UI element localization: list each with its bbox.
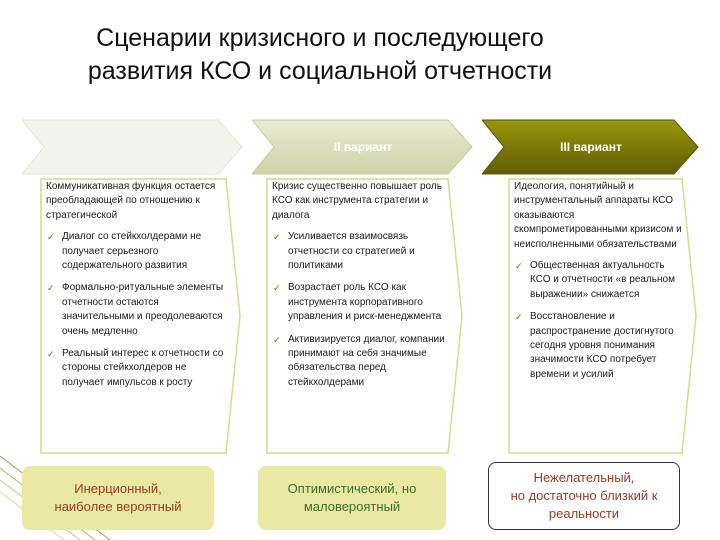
scenario-2-line-1: Оптимистический, но bbox=[287, 481, 417, 496]
checkmark-icon: ✓ bbox=[273, 334, 281, 345]
variant-1-header bbox=[22, 118, 244, 176]
variant-3-label: III вариант bbox=[560, 140, 622, 154]
scenario-3-box bbox=[488, 462, 680, 530]
list-item: ✓ Общественная актуальность КСО и отчетности «в реальном выражении» снижается bbox=[515, 260, 675, 300]
list-item: ✓ Восстановление и распространение достигнутого сегодня уровня понимания значимости КСО потребует времени и усилий bbox=[515, 311, 674, 380]
checkmark-icon: ✓ bbox=[47, 283, 55, 294]
variant-1-column bbox=[40, 178, 242, 454]
variant-2-bullets bbox=[272, 230, 450, 390]
variant-2-label: II вариант bbox=[333, 140, 393, 154]
scenario-1-line-2: наиболее вероятный bbox=[54, 499, 182, 514]
page-title bbox=[0, 22, 640, 88]
checkmark-icon: ✓ bbox=[273, 283, 281, 294]
variant-3-intro: Идеология, понятийный и инструментальный аппараты КСО оказываются скомпрометированными кризисом и неисполненными обязательствами bbox=[514, 181, 682, 250]
scenario-3-line-1: Нежелательный, bbox=[533, 470, 635, 485]
variant-1-intro: Коммуникативная функция остается преобладающей по отношению к стратегической bbox=[46, 181, 216, 221]
checkmark-icon: ✓ bbox=[515, 312, 523, 323]
scenario-2-line-2: маловероятный bbox=[303, 499, 401, 514]
title-line-1: Сценарии кризисного и последующего bbox=[96, 24, 544, 52]
scenario-2-box bbox=[258, 466, 446, 530]
scenario-1-box bbox=[22, 466, 214, 530]
variant-1-label bbox=[22, 118, 244, 176]
variant-3-header bbox=[482, 118, 700, 176]
checkmark-icon: ✓ bbox=[273, 232, 281, 243]
checkmark-icon: ✓ bbox=[47, 349, 55, 360]
list-item: ✓ Формально-ритуальные элементы отчетности остаются значительными и преодолеваются очень медленно bbox=[47, 282, 224, 337]
title-line-2: развития КСО и социальной отчетности bbox=[87, 57, 553, 85]
variant-2-header bbox=[252, 118, 474, 176]
list-item: ✓ Возрастает роль КСО как инструмента корпоративного управления и риск-менеджмента bbox=[273, 282, 442, 323]
checkmark-icon: ✓ bbox=[515, 261, 523, 272]
list-item: ✓ Диалог со стейкхолдерами не получает серьезного содержательного развития bbox=[47, 231, 202, 272]
variant-3-bullets bbox=[514, 259, 684, 382]
list-item: ✓ Усиливается взаимосвязь отчетности со стратегией и политиками bbox=[273, 231, 415, 272]
scenario-1-line-1: Инерционный, bbox=[74, 481, 162, 496]
list-item: ✓ Активизируется диалог, компании принимают на себя значимые обязательства перед стейкхолдерами bbox=[273, 333, 445, 388]
list-item: ✓ Реальный интерес к отчетности со стороны стейкхолдеров не получает импульсов к росту bbox=[47, 348, 224, 388]
scenario-3-line-3: реальности bbox=[548, 506, 620, 521]
checkmark-icon: ✓ bbox=[47, 232, 55, 243]
variant-3-column bbox=[508, 178, 698, 454]
variant-1-bullets bbox=[46, 230, 228, 390]
variant-2-column bbox=[266, 178, 464, 454]
variant-2-intro: Кризис существенно повышает роль КСО как инструмента стратегии и диалога bbox=[272, 181, 442, 221]
scenario-3-line-2: но достаточно близкий к bbox=[510, 488, 658, 503]
